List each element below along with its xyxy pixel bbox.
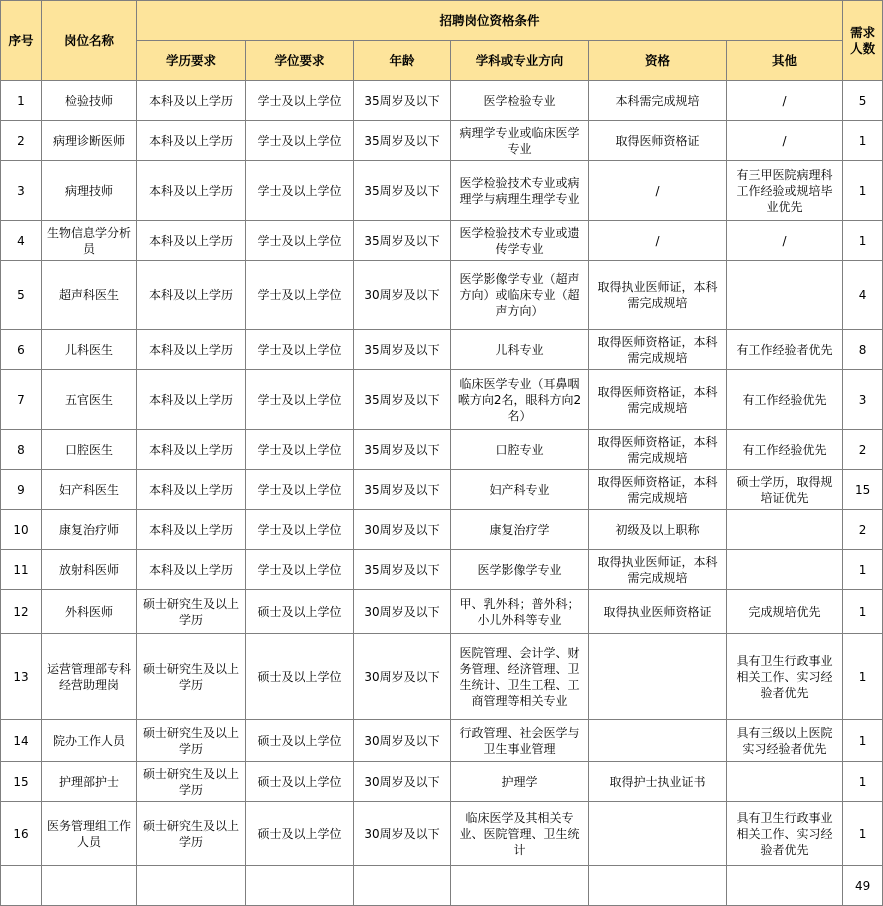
cell-major: 康复治疗学 xyxy=(451,510,589,550)
cell-index: 5 xyxy=(1,261,42,330)
cell-degree: 学士及以上学位 xyxy=(246,161,354,221)
cell-degree: 硕士及以上学位 xyxy=(246,762,354,802)
cell-index: 1 xyxy=(1,81,42,121)
total-cell-empty xyxy=(42,866,137,906)
cell-age: 35周岁及以下 xyxy=(354,550,451,590)
cell-degree: 学士及以上学位 xyxy=(246,221,354,261)
cell-count: 1 xyxy=(843,802,883,866)
cell-other: 有工作经验优先 xyxy=(727,430,843,470)
cell-index: 15 xyxy=(1,762,42,802)
cell-degree: 硕士及以上学位 xyxy=(246,590,354,634)
table-row xyxy=(1,510,883,550)
cell-education: 本科及以上学历 xyxy=(137,510,246,550)
cell-major: 医学检验技术专业或病理学与病理生理学专业 xyxy=(451,161,589,221)
cell-index: 12 xyxy=(1,590,42,634)
cell-other xyxy=(727,550,843,590)
table-row xyxy=(1,634,883,720)
cell-major: 甲、乳外科；普外科；小儿外科等专业 xyxy=(451,590,589,634)
cell-education: 硕士研究生及以上学历 xyxy=(137,634,246,720)
cell-degree: 硕士及以上学位 xyxy=(246,634,354,720)
cell-position: 妇产科医生 xyxy=(42,470,137,510)
cell-count: 1 xyxy=(843,590,883,634)
cell-position: 五官医生 xyxy=(42,370,137,430)
header-degree: 学位要求 xyxy=(246,41,354,81)
cell-education: 本科及以上学历 xyxy=(137,470,246,510)
table-row xyxy=(1,470,883,510)
header-count: 需求人数 xyxy=(843,1,883,81)
table-row xyxy=(1,330,883,370)
cell-count: 4 xyxy=(843,261,883,330)
cell-count: 2 xyxy=(843,510,883,550)
cell-index: 9 xyxy=(1,470,42,510)
total-cell-empty xyxy=(451,866,589,906)
cell-education: 硕士研究生及以上学历 xyxy=(137,802,246,866)
total-cell-empty xyxy=(727,866,843,906)
cell-count: 1 xyxy=(843,121,883,161)
header-education: 学历要求 xyxy=(137,41,246,81)
cell-other: 有三甲医院病理科工作经验或规培毕业优先 xyxy=(727,161,843,221)
cell-major: 医院管理、会计学、财务管理、经济管理、卫生统计、卫生工程、工商管理等相关专业 xyxy=(451,634,589,720)
table-row xyxy=(1,720,883,762)
cell-age: 30周岁及以下 xyxy=(354,261,451,330)
cell-degree: 学士及以上学位 xyxy=(246,370,354,430)
cell-index: 6 xyxy=(1,330,42,370)
table-row xyxy=(1,121,883,161)
table-row xyxy=(1,370,883,430)
cell-degree: 学士及以上学位 xyxy=(246,550,354,590)
header-qualification: 资格 xyxy=(589,41,727,81)
cell-count: 3 xyxy=(843,370,883,430)
total-cell-empty xyxy=(1,866,42,906)
cell-index: 16 xyxy=(1,802,42,866)
header-conditions-group: 招聘岗位资格条件 xyxy=(137,1,843,41)
cell-qualification: 取得执业医师资格证 xyxy=(589,590,727,634)
table-row xyxy=(1,430,883,470)
cell-index: 3 xyxy=(1,161,42,221)
cell-position: 护理部护士 xyxy=(42,762,137,802)
cell-education: 硕士研究生及以上学历 xyxy=(137,762,246,802)
cell-education: 本科及以上学历 xyxy=(137,330,246,370)
cell-major: 行政管理、社会医学与卫生事业管理 xyxy=(451,720,589,762)
cell-major: 临床医学及其相关专业、医院管理、卫生统计 xyxy=(451,802,589,866)
total-cell-empty xyxy=(354,866,451,906)
cell-education: 硕士研究生及以上学历 xyxy=(137,720,246,762)
cell-age: 30周岁及以下 xyxy=(354,720,451,762)
cell-age: 30周岁及以下 xyxy=(354,590,451,634)
cell-other: 有工作经验优先 xyxy=(727,370,843,430)
total-cell-empty xyxy=(137,866,246,906)
cell-education: 本科及以上学历 xyxy=(137,161,246,221)
cell-qualification: 取得执业医师证，本科需完成规培 xyxy=(589,261,727,330)
cell-count: 1 xyxy=(843,634,883,720)
cell-count: 2 xyxy=(843,430,883,470)
cell-age: 35周岁及以下 xyxy=(354,370,451,430)
cell-major: 医学影像学专业 xyxy=(451,550,589,590)
cell-index: 8 xyxy=(1,430,42,470)
cell-qualification: 取得护士执业证书 xyxy=(589,762,727,802)
cell-other xyxy=(727,762,843,802)
cell-index: 2 xyxy=(1,121,42,161)
cell-age: 35周岁及以下 xyxy=(354,81,451,121)
cell-other: 有工作经验者优先 xyxy=(727,330,843,370)
cell-qualification: 本科需完成规培 xyxy=(589,81,727,121)
cell-education: 本科及以上学历 xyxy=(137,370,246,430)
table-row xyxy=(1,81,883,121)
header-other: 其他 xyxy=(727,41,843,81)
cell-position: 康复治疗师 xyxy=(42,510,137,550)
cell-qualification xyxy=(589,634,727,720)
header-position: 岗位名称 xyxy=(42,1,137,81)
cell-other xyxy=(727,510,843,550)
cell-degree: 学士及以上学位 xyxy=(246,430,354,470)
cell-education: 硕士研究生及以上学历 xyxy=(137,590,246,634)
cell-degree: 学士及以上学位 xyxy=(246,330,354,370)
cell-position: 医务管理组工作人员 xyxy=(42,802,137,866)
total-cell-empty xyxy=(246,866,354,906)
table-row xyxy=(1,802,883,866)
cell-position: 口腔医生 xyxy=(42,430,137,470)
cell-count: 1 xyxy=(843,550,883,590)
cell-major: 病理学专业或临床医学专业 xyxy=(451,121,589,161)
cell-count: 8 xyxy=(843,330,883,370)
cell-position: 病理诊断医师 xyxy=(42,121,137,161)
cell-degree: 学士及以上学位 xyxy=(246,81,354,121)
cell-education: 本科及以上学历 xyxy=(137,121,246,161)
cell-age: 30周岁及以下 xyxy=(354,510,451,550)
cell-index: 4 xyxy=(1,221,42,261)
cell-count: 15 xyxy=(843,470,883,510)
cell-index: 7 xyxy=(1,370,42,430)
cell-other: 硕士学历，取得规培证优先 xyxy=(727,470,843,510)
cell-major: 口腔专业 xyxy=(451,430,589,470)
cell-age: 30周岁及以下 xyxy=(354,802,451,866)
table-row xyxy=(1,261,883,330)
cell-age: 35周岁及以下 xyxy=(354,430,451,470)
cell-index: 10 xyxy=(1,510,42,550)
cell-qualification: 取得医师资格证，本科需完成规培 xyxy=(589,370,727,430)
cell-major: 妇产科专业 xyxy=(451,470,589,510)
cell-qualification: 取得医师资格证，本科需完成规培 xyxy=(589,430,727,470)
cell-other: / xyxy=(727,81,843,121)
cell-count: 1 xyxy=(843,161,883,221)
cell-qualification: / xyxy=(589,161,727,221)
cell-position: 检验技师 xyxy=(42,81,137,121)
cell-qualification: 取得执业医师证，本科需完成规培 xyxy=(589,550,727,590)
cell-major: 医学影像学专业（超声方向）或临床专业（超声方向） xyxy=(451,261,589,330)
table-row xyxy=(1,161,883,221)
cell-age: 30周岁及以下 xyxy=(354,634,451,720)
cell-education: 本科及以上学历 xyxy=(137,550,246,590)
cell-qualification: / xyxy=(589,221,727,261)
cell-qualification: 取得医师资格证，本科需完成规培 xyxy=(589,470,727,510)
cell-age: 35周岁及以下 xyxy=(354,470,451,510)
header-age: 年龄 xyxy=(354,41,451,81)
table-row xyxy=(1,762,883,802)
cell-count: 1 xyxy=(843,762,883,802)
cell-other: 完成规培优先 xyxy=(727,590,843,634)
cell-other: 具有卫生行政事业相关工作、实习经验者优先 xyxy=(727,634,843,720)
cell-position: 生物信息学分析员 xyxy=(42,221,137,261)
cell-position: 运营管理部专科经营助理岗 xyxy=(42,634,137,720)
cell-position: 儿科医生 xyxy=(42,330,137,370)
cell-major: 临床医学专业（耳鼻咽喉方向2名，眼科方向2名） xyxy=(451,370,589,430)
table-row xyxy=(1,221,883,261)
cell-degree: 学士及以上学位 xyxy=(246,470,354,510)
cell-position: 放射科医师 xyxy=(42,550,137,590)
total-cell-empty xyxy=(589,866,727,906)
cell-qualification xyxy=(589,802,727,866)
cell-degree: 学士及以上学位 xyxy=(246,510,354,550)
cell-age: 35周岁及以下 xyxy=(354,121,451,161)
cell-education: 本科及以上学历 xyxy=(137,430,246,470)
header-major: 学科或专业方向 xyxy=(451,41,589,81)
cell-age: 35周岁及以下 xyxy=(354,161,451,221)
cell-major: 护理学 xyxy=(451,762,589,802)
cell-qualification: 初级及以上职称 xyxy=(589,510,727,550)
cell-qualification xyxy=(589,720,727,762)
cell-position: 病理技师 xyxy=(42,161,137,221)
cell-index: 14 xyxy=(1,720,42,762)
cell-major: 儿科专业 xyxy=(451,330,589,370)
cell-count: 1 xyxy=(843,720,883,762)
cell-degree: 硕士及以上学位 xyxy=(246,720,354,762)
cell-count: 5 xyxy=(843,81,883,121)
cell-major: 医学检验专业 xyxy=(451,81,589,121)
total-count: 49 xyxy=(843,866,883,906)
cell-other xyxy=(727,261,843,330)
cell-age: 35周岁及以下 xyxy=(354,221,451,261)
cell-position: 超声科医生 xyxy=(42,261,137,330)
cell-age: 35周岁及以下 xyxy=(354,330,451,370)
cell-other: / xyxy=(727,121,843,161)
cell-qualification: 取得医师资格证，本科需完成规培 xyxy=(589,330,727,370)
cell-other: 具有三级以上医院实习经验者优先 xyxy=(727,720,843,762)
header-index: 序号 xyxy=(1,1,42,81)
table-row xyxy=(1,590,883,634)
cell-degree: 硕士及以上学位 xyxy=(246,802,354,866)
cell-other: / xyxy=(727,221,843,261)
cell-count: 1 xyxy=(843,221,883,261)
cell-age: 30周岁及以下 xyxy=(354,762,451,802)
cell-degree: 学士及以上学位 xyxy=(246,261,354,330)
table-row xyxy=(1,550,883,590)
cell-education: 本科及以上学历 xyxy=(137,261,246,330)
cell-degree: 学士及以上学位 xyxy=(246,121,354,161)
cell-education: 本科及以上学历 xyxy=(137,81,246,121)
cell-index: 13 xyxy=(1,634,42,720)
cell-position: 外科医师 xyxy=(42,590,137,634)
cell-index: 11 xyxy=(1,550,42,590)
cell-other: 具有卫生行政事业相关工作、实习经验者优先 xyxy=(727,802,843,866)
total-row xyxy=(1,866,883,906)
cell-position: 院办工作人员 xyxy=(42,720,137,762)
cell-qualification: 取得医师资格证 xyxy=(589,121,727,161)
cell-education: 本科及以上学历 xyxy=(137,221,246,261)
cell-major: 医学检验技术专业或遗传学专业 xyxy=(451,221,589,261)
